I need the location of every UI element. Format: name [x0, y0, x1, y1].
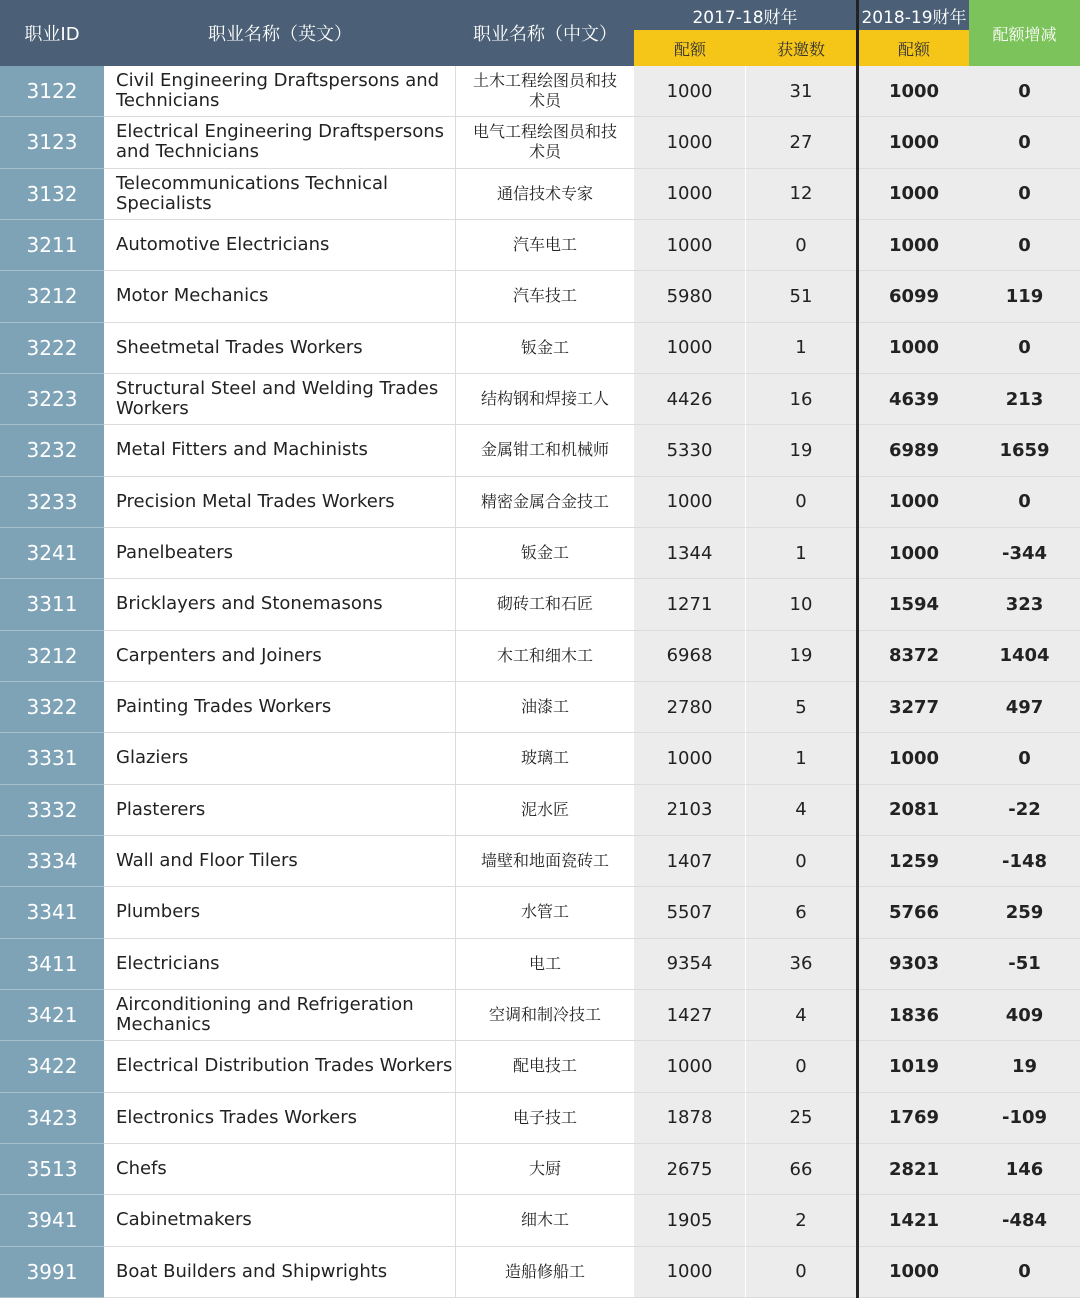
cell-invited: 19 [746, 425, 856, 476]
cell-quota-change: 0 [969, 1247, 1080, 1298]
header-fy-2018-19: 2018-19财年 [861, 7, 967, 28]
cell-quota-2017-18: 1000 [634, 323, 746, 374]
cell-quota-2017-18: 5330 [634, 425, 746, 476]
cell-occupation-id: 3211 [0, 220, 104, 271]
cell-chinese-name: 钣金工 [456, 528, 634, 579]
table-row [0, 425, 1080, 476]
cell-occupation-id: 3331 [0, 733, 104, 784]
cell-occupation-id: 3311 [0, 579, 104, 630]
cell-chinese-name: 精密金属合金技工 [456, 477, 634, 528]
cell-english-name: Chefs [104, 1144, 456, 1195]
cell-occupation-id: 3332 [0, 785, 104, 836]
cell-occupation-id: 3422 [0, 1041, 104, 1092]
cell-occupation-id: 3123 [0, 117, 104, 168]
table-row [0, 733, 1080, 784]
cell-chinese-name: 水管工 [456, 887, 634, 938]
cell-chinese-name: 细木工 [456, 1195, 634, 1246]
cell-quota-2018-19: 1000 [859, 733, 969, 784]
cell-quota-change: 259 [969, 887, 1080, 938]
cell-invited: 10 [746, 579, 856, 630]
cell-occupation-id: 3341 [0, 887, 104, 938]
cell-quota-2018-19: 1259 [859, 836, 969, 887]
cell-english-name: Metal Fitters and Machinists [104, 425, 456, 476]
cell-quota-2017-18: 5507 [634, 887, 746, 938]
cell-english-name: Bricklayers and Stonemasons [104, 579, 456, 630]
cell-quota-2018-19: 1836 [859, 990, 969, 1041]
cell-quota-2017-18: 1000 [634, 1041, 746, 1092]
table-row [0, 477, 1080, 528]
cell-english-name: Plasterers [104, 785, 456, 836]
cell-english-name: Cabinetmakers [104, 1195, 456, 1246]
cell-english-name: Structural Steel and Welding Trades Workers [104, 374, 456, 425]
cell-invited: 36 [746, 939, 856, 990]
cell-quota-2017-18: 1427 [634, 990, 746, 1041]
cell-invited: 1 [746, 323, 856, 374]
cell-occupation-id: 3941 [0, 1195, 104, 1246]
cell-quota-2018-19: 1421 [859, 1195, 969, 1246]
cell-occupation-id: 3122 [0, 66, 104, 117]
cell-quota-2018-19: 1000 [859, 323, 969, 374]
header-quota-2018-19: 配额 [859, 30, 969, 66]
cell-occupation-id: 3241 [0, 528, 104, 579]
cell-english-name: Airconditioning and Refrigeration Mechanics [104, 990, 456, 1041]
table-header [0, 0, 1080, 66]
cell-invited: 19 [746, 631, 856, 682]
cell-quota-change: 19 [969, 1041, 1080, 1092]
cell-quota-change: 146 [969, 1144, 1080, 1195]
cell-quota-2018-19: 1594 [859, 579, 969, 630]
cell-invited: 27 [746, 117, 856, 168]
table-row [0, 220, 1080, 271]
cell-invited: 2 [746, 1195, 856, 1246]
cell-quota-2017-18: 1344 [634, 528, 746, 579]
header-english-name: 职业名称（英文） [208, 24, 352, 45]
cell-invited: 5 [746, 682, 856, 733]
cell-occupation-id: 3322 [0, 682, 104, 733]
cell-quota-change: 213 [969, 374, 1080, 425]
cell-invited: 51 [746, 271, 856, 322]
cell-chinese-name: 电工 [456, 939, 634, 990]
cell-occupation-id: 3421 [0, 990, 104, 1041]
cell-english-name: Glaziers [104, 733, 456, 784]
cell-quota-2018-19: 1000 [859, 66, 969, 117]
cell-chinese-name: 电气工程绘图员和技术员 [456, 117, 634, 168]
cell-invited: 0 [746, 1041, 856, 1092]
cell-quota-2018-19: 4639 [859, 374, 969, 425]
cell-english-name: Boat Builders and Shipwrights [104, 1247, 456, 1298]
cell-quota-change: -51 [969, 939, 1080, 990]
cell-quota-2018-19: 1000 [859, 528, 969, 579]
cell-quota-2018-19: 1000 [859, 117, 969, 168]
cell-quota-change: -344 [969, 528, 1080, 579]
table-row [0, 887, 1080, 938]
cell-english-name: Electricians [104, 939, 456, 990]
cell-invited: 25 [746, 1093, 856, 1144]
cell-english-name: Electrical Distribution Trades Workers [104, 1041, 456, 1092]
header-quota-2017-18: 配额 [634, 30, 746, 66]
table-row [0, 1093, 1080, 1144]
table-row [0, 990, 1080, 1041]
cell-quota-change: -484 [969, 1195, 1080, 1246]
table-row [0, 117, 1080, 168]
table-row [0, 66, 1080, 117]
header-fy-2017-18: 2017-18财年 [692, 7, 798, 28]
cell-quota-2017-18: 9354 [634, 939, 746, 990]
cell-chinese-name: 油漆工 [456, 682, 634, 733]
cell-chinese-name: 造船修船工 [456, 1247, 634, 1298]
cell-occupation-id: 3212 [0, 271, 104, 322]
cell-quota-2018-19: 1019 [859, 1041, 969, 1092]
cell-quota-2017-18: 4426 [634, 374, 746, 425]
cell-quota-2017-18: 5980 [634, 271, 746, 322]
cell-english-name: Electrical Engineering Draftspersons and Technicians [104, 117, 456, 168]
cell-chinese-name: 砌砖工和石匠 [456, 579, 634, 630]
cell-quota-2017-18: 2103 [634, 785, 746, 836]
cell-occupation-id: 3411 [0, 939, 104, 990]
cell-quota-2017-18: 2780 [634, 682, 746, 733]
cell-quota-2018-19: 6099 [859, 271, 969, 322]
cell-chinese-name: 玻璃工 [456, 733, 634, 784]
cell-english-name: Automotive Electricians [104, 220, 456, 271]
table-row [0, 682, 1080, 733]
cell-chinese-name: 汽车技工 [456, 271, 634, 322]
cell-invited: 0 [746, 1247, 856, 1298]
cell-quota-2018-19: 2821 [859, 1144, 969, 1195]
cell-quota-2018-19: 1000 [859, 220, 969, 271]
table-row [0, 374, 1080, 425]
cell-quota-2018-19: 9303 [859, 939, 969, 990]
cell-quota-2017-18: 1000 [634, 1247, 746, 1298]
cell-english-name: Telecommunications Technical Specialists [104, 169, 456, 220]
table-row [0, 271, 1080, 322]
cell-quota-change: 0 [969, 323, 1080, 374]
cell-chinese-name: 钣金工 [456, 323, 634, 374]
cell-quota-change: 1659 [969, 425, 1080, 476]
table-row [0, 1041, 1080, 1092]
cell-occupation-id: 3132 [0, 169, 104, 220]
cell-invited: 1 [746, 528, 856, 579]
cell-chinese-name: 电子技工 [456, 1093, 634, 1144]
table-row [0, 939, 1080, 990]
cell-quota-2017-18: 1271 [634, 579, 746, 630]
cell-occupation-id: 3212 [0, 631, 104, 682]
cell-quota-2018-19: 1000 [859, 1247, 969, 1298]
cell-occupation-id: 3233 [0, 477, 104, 528]
cell-invited: 0 [746, 477, 856, 528]
cell-quota-2018-19: 3277 [859, 682, 969, 733]
cell-english-name: Sheetmetal Trades Workers [104, 323, 456, 374]
header-quota-change: 配额增减 [969, 0, 1080, 66]
cell-quota-change: -22 [969, 785, 1080, 836]
cell-occupation-id: 3991 [0, 1247, 104, 1298]
table-row [0, 785, 1080, 836]
header-chinese-name: 职业名称（中文） [473, 24, 617, 45]
table-row [0, 528, 1080, 579]
cell-quota-2018-19: 6989 [859, 425, 969, 476]
header-invited: 获邀数 [746, 30, 856, 66]
cell-quota-2017-18: 1905 [634, 1195, 746, 1246]
cell-quota-2017-18: 6968 [634, 631, 746, 682]
cell-occupation-id: 3223 [0, 374, 104, 425]
cell-english-name: Civil Engineering Draftspersons and Technicians [104, 66, 456, 117]
cell-quota-change: 1404 [969, 631, 1080, 682]
cell-invited: 4 [746, 990, 856, 1041]
cell-english-name: Electronics Trades Workers [104, 1093, 456, 1144]
cell-quota-2018-19: 8372 [859, 631, 969, 682]
cell-invited: 0 [746, 220, 856, 271]
cell-invited: 1 [746, 733, 856, 784]
cell-quota-2018-19: 5766 [859, 887, 969, 938]
table-row [0, 1144, 1080, 1195]
cell-quota-2018-19: 1769 [859, 1093, 969, 1144]
cell-chinese-name: 配电技工 [456, 1041, 634, 1092]
cell-quota-2017-18: 1000 [634, 477, 746, 528]
cell-occupation-id: 3423 [0, 1093, 104, 1144]
cell-chinese-name: 泥水匠 [456, 785, 634, 836]
cell-quota-change: -148 [969, 836, 1080, 887]
cell-english-name: Wall and Floor Tilers [104, 836, 456, 887]
table-row [0, 1247, 1080, 1298]
cell-invited: 4 [746, 785, 856, 836]
cell-chinese-name: 大厨 [456, 1144, 634, 1195]
cell-chinese-name: 木工和细木工 [456, 631, 634, 682]
cell-invited: 31 [746, 66, 856, 117]
cell-invited: 0 [746, 836, 856, 887]
cell-quota-change: 0 [969, 169, 1080, 220]
cell-chinese-name: 通信技术专家 [456, 169, 634, 220]
cell-english-name: Painting Trades Workers [104, 682, 456, 733]
table-row [0, 836, 1080, 887]
cell-occupation-id: 3232 [0, 425, 104, 476]
cell-quota-change: 0 [969, 117, 1080, 168]
cell-quota-change: 409 [969, 990, 1080, 1041]
cell-invited: 6 [746, 887, 856, 938]
cell-occupation-id: 3334 [0, 836, 104, 887]
cell-quota-change: 119 [969, 271, 1080, 322]
table-row [0, 323, 1080, 374]
cell-quota-2017-18: 1000 [634, 733, 746, 784]
cell-invited: 12 [746, 169, 856, 220]
cell-quota-change: 0 [969, 66, 1080, 117]
cell-quota-change: -109 [969, 1093, 1080, 1144]
cell-chinese-name: 空调和制冷技工 [456, 990, 634, 1041]
cell-quota-2017-18: 1000 [634, 169, 746, 220]
table-row [0, 579, 1080, 630]
table-row [0, 1195, 1080, 1246]
cell-chinese-name: 结构钢和焊接工人 [456, 374, 634, 425]
cell-quota-change: 0 [969, 477, 1080, 528]
cell-quota-change: 497 [969, 682, 1080, 733]
cell-english-name: Motor Mechanics [104, 271, 456, 322]
cell-occupation-id: 3222 [0, 323, 104, 374]
cell-quota-2018-19: 1000 [859, 477, 969, 528]
fiscal-year-divider [856, 0, 859, 1298]
cell-quota-2017-18: 1407 [634, 836, 746, 887]
cell-english-name: Plumbers [104, 887, 456, 938]
cell-chinese-name: 土木工程绘图员和技术员 [456, 66, 634, 117]
cell-quota-2017-18: 1000 [634, 117, 746, 168]
cell-chinese-name: 金属钳工和机械师 [456, 425, 634, 476]
cell-quota-2018-19: 2081 [859, 785, 969, 836]
table-row [0, 631, 1080, 682]
cell-invited: 16 [746, 374, 856, 425]
cell-english-name: Panelbeaters [104, 528, 456, 579]
cell-chinese-name: 墙壁和地面瓷砖工 [456, 836, 634, 887]
cell-quota-2017-18: 2675 [634, 1144, 746, 1195]
cell-invited: 66 [746, 1144, 856, 1195]
cell-quota-change: 0 [969, 733, 1080, 784]
cell-english-name: Carpenters and Joiners [104, 631, 456, 682]
cell-quota-2018-19: 1000 [859, 169, 969, 220]
cell-quota-2017-18: 1878 [634, 1093, 746, 1144]
cell-quota-2017-18: 1000 [634, 220, 746, 271]
cell-quota-change: 0 [969, 220, 1080, 271]
cell-quota-2017-18: 1000 [634, 66, 746, 117]
header-id: 职业ID [24, 24, 80, 45]
cell-english-name: Precision Metal Trades Workers [104, 477, 456, 528]
cell-chinese-name: 汽车电工 [456, 220, 634, 271]
cell-quota-change: 323 [969, 579, 1080, 630]
cell-occupation-id: 3513 [0, 1144, 104, 1195]
table-row [0, 169, 1080, 220]
